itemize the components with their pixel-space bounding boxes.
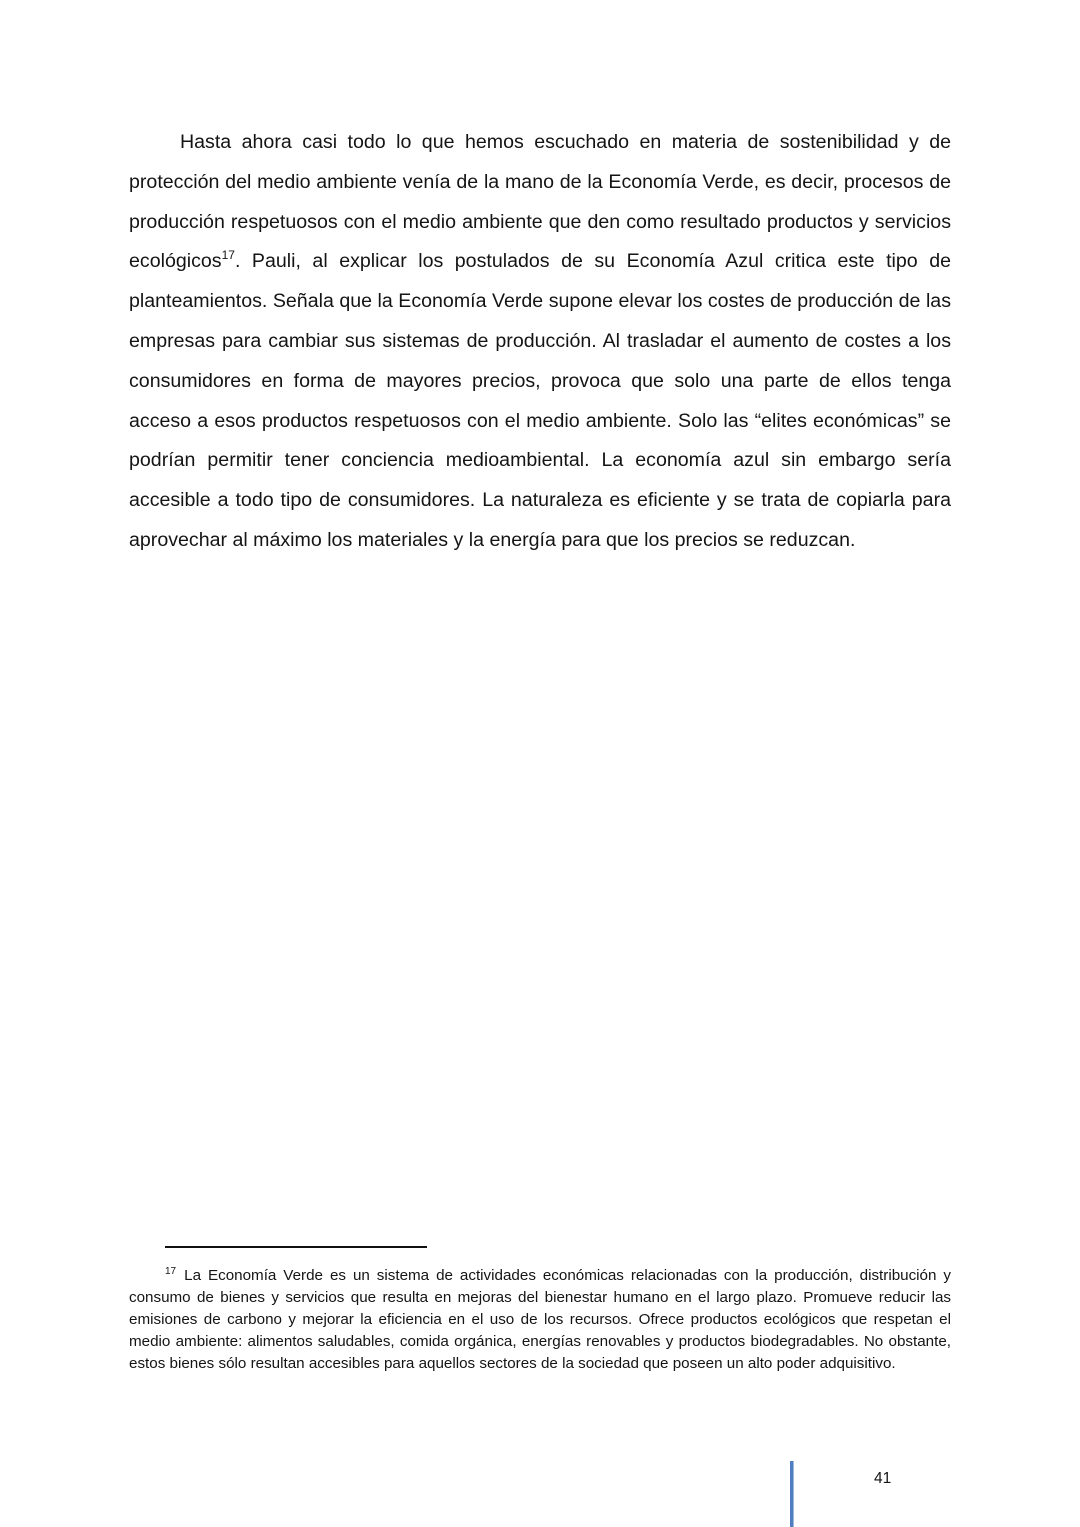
page-number: 41 (874, 1470, 892, 1487)
footnote-number: 17 (165, 1265, 177, 1277)
footnote-separator (165, 1246, 427, 1248)
footnote-reference-17[interactable]: 17 (221, 247, 235, 262)
footnote-text: La Economía Verde es un sistema de actividades económicas relacionadas con la producción, distribución y consumo de bienes y servicios que resulta en mejoras del bienestar humano en el largo plazo. Promueve reducir las emisiones de carbono y mejorar la eficiencia en el uso de los recursos. Ofrece productos ecológicos que respetan el medio ambiente: alimentos saludables, comida orgánica, energías renovables y productos biodegradables. No obstante, estos bienes sólo resultan accesibles para aquellos sectores de la sociedad que poseen un alto poder adquisitivo. (129, 1267, 951, 1372)
body-paragraph-text-part2: . Pauli, al explicar los postulados de su Economía Azul critica este tipo de planteamientos. Señala que la Economía Verde supone elevar los costes de producción de las empresas para cambiar sus sistemas de producción. Al trasladar el aumento de costes a los consumidores en forma de mayores precios, provoca que solo una parte de ellos tenga acceso a esos productos respetuosos con el medio ambiente. Solo las “elites económicas” se podrían permitir tener conciencia medioambiental. La economía azul sin embargo sería accesible a todo tipo de consumidores. La naturaleza es eficiente y se trata de copiarla para aprovechar al máximo los materiales y la energía para que los precios se reduzcan. (129, 250, 951, 551)
body-paragraph (129, 123, 951, 561)
footnote-17 (129, 1265, 951, 1375)
page-number-rule (790, 1461, 793, 1527)
body-paragraph-text-part1: Hasta ahora casi todo lo que hemos escuchado en materia de sostenibilidad y de protección del medio ambiente venía de la mano de la Economía Verde, es decir, procesos de producción respetuosos con el medio ambiente que den como resultado productos y servicios ecológicos (129, 131, 951, 273)
